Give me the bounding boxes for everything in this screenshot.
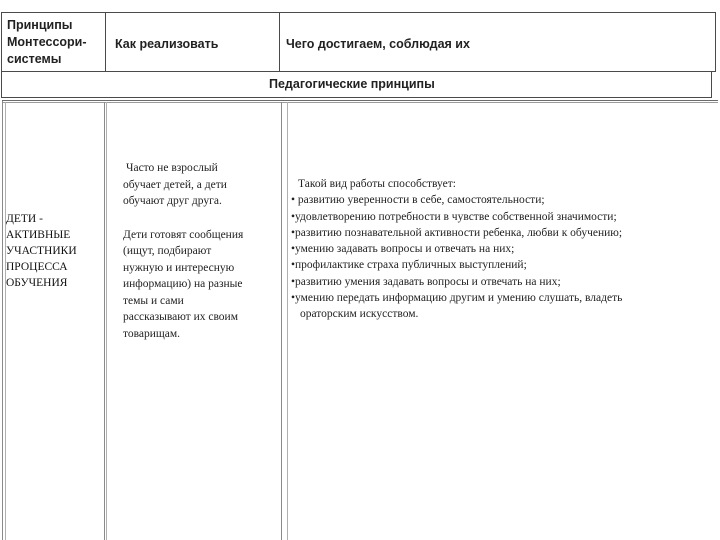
header-cell-principles bbox=[1, 12, 106, 72]
implementation-line: Дети готовят сообщения bbox=[123, 228, 244, 241]
results-item: ораторским искусством. bbox=[300, 308, 419, 321]
column-divider-2-inner bbox=[287, 102, 288, 540]
body-top-line bbox=[2, 100, 718, 101]
implementation-para-2 bbox=[123, 227, 278, 343]
implementation-para-1 bbox=[123, 160, 278, 210]
results-item: •развитию познавательной активности ребенка, любви к обучению; bbox=[291, 226, 623, 239]
header-principles-line: Принципы bbox=[7, 18, 73, 32]
implementation-line: Часто не взрослый bbox=[126, 162, 218, 174]
results-item: •профилактике страха публичных выступлений; bbox=[291, 259, 527, 272]
header-principles-text bbox=[7, 17, 87, 68]
implementation-line: товарищам. bbox=[123, 327, 181, 340]
results-item: •умению передать информацию другим и умению слушать, владеть bbox=[291, 292, 623, 305]
results-item: •умению задавать вопросы и отвечать на них; bbox=[291, 243, 515, 256]
implementation-line: обучает детей, а дети bbox=[123, 178, 227, 191]
implementation-line: рассказывают их своим bbox=[123, 311, 238, 323]
principle-cell bbox=[6, 211, 104, 291]
body-top-line-inner bbox=[2, 102, 718, 103]
implementation-line: (ищут, подбирают bbox=[123, 245, 212, 257]
principle-line: ПРОЦЕССА bbox=[6, 261, 68, 273]
results-intro: Такой вид работы способствует: bbox=[298, 178, 456, 190]
principle-line: ОБУЧЕНИЯ bbox=[6, 277, 68, 289]
header-principles-line: Монтессори- bbox=[7, 35, 87, 49]
column-divider-left-inner bbox=[5, 102, 6, 540]
implementation-cell bbox=[123, 160, 278, 342]
header-principles-line: системы bbox=[7, 52, 62, 66]
header-how-text: Как реализовать bbox=[115, 37, 219, 51]
results-item: •удовлетворению потребности в чувстве собственной значимости; bbox=[291, 210, 617, 223]
implementation-line: нужную и интересную bbox=[123, 261, 235, 274]
implementation-line: темы и сами bbox=[123, 294, 184, 307]
results-cell bbox=[291, 176, 716, 323]
column-divider-left-outer bbox=[2, 101, 3, 540]
header-cell-achieve bbox=[279, 12, 716, 72]
column-divider-1-inner bbox=[106, 102, 107, 540]
column-divider-2 bbox=[281, 102, 282, 540]
results-item: •развитию умения задавать вопросы и отвечать на них; bbox=[291, 275, 561, 288]
header-achieve-text: Чего достигаем, соблюдая их bbox=[286, 37, 470, 51]
header-cell-how bbox=[105, 12, 280, 72]
results-item: • развитию уверенности в себе, самостоятельности; bbox=[291, 194, 545, 207]
section-title-cell bbox=[1, 71, 712, 98]
implementation-line: информацию) на разные bbox=[123, 278, 243, 290]
principle-line: ДЕТИ - bbox=[6, 213, 43, 225]
section-title: Педагогические принципы bbox=[269, 77, 435, 91]
implementation-line: обучают друг друга. bbox=[123, 195, 222, 207]
column-divider-1 bbox=[104, 102, 105, 540]
principle-line: УЧАСТНИКИ bbox=[6, 245, 77, 257]
principle-line: АКТИВНЫЕ bbox=[6, 229, 71, 241]
results-list bbox=[291, 192, 716, 322]
